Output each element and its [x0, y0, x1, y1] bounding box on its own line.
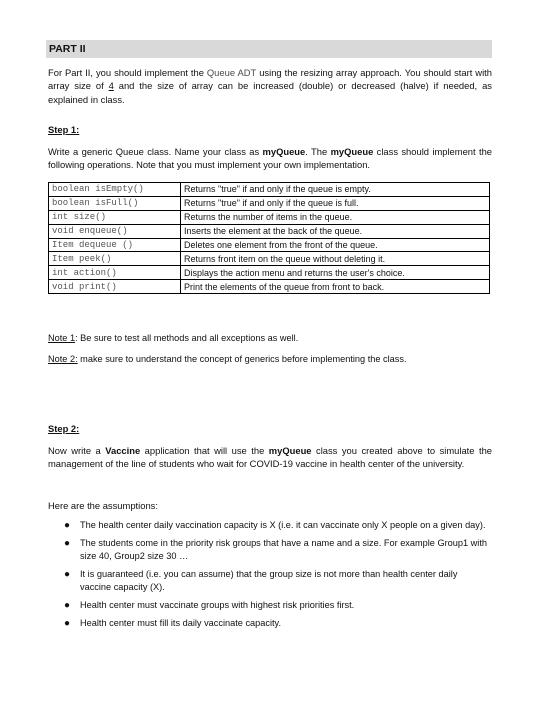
list-item-text: Health center must fill its daily vaccinate capacity. — [80, 617, 282, 628]
bullet-icon: ● — [64, 520, 71, 531]
operation-description: Returns front item on the queue without deleting it. — [181, 252, 490, 266]
operation-description: Returns the number of items in the queue. — [181, 210, 490, 224]
step1-paragraph — [48, 145, 492, 172]
part-header — [46, 40, 492, 58]
operation-description: Inserts the element at the back of the queue. — [181, 224, 490, 238]
step2-text-2: application that will use the — [140, 445, 269, 456]
step1-title: Step 1: — [48, 124, 80, 135]
operation-description: Displays the action menu and returns the user's choice. — [181, 266, 490, 280]
intro-text-1: For Part II, you should implement the — [48, 67, 207, 78]
bullet-icon: ● — [64, 599, 71, 611]
list-item-text: The health center daily vaccination capacity is X (i.e. it can vaccinate only X people on a given day). — [80, 520, 486, 530]
list-item-text: Health center must vaccinate groups with highest risk priorities first. — [80, 599, 355, 610]
part-title: PART II — [49, 43, 86, 55]
note-2-text: make sure to understand the concept of generics before implementing the class. — [77, 354, 407, 364]
operation-signature: void print() — [49, 280, 181, 294]
list-item — [62, 568, 488, 595]
table-row — [49, 196, 490, 210]
operation-description: Deletes one element from the front of the queue. — [181, 238, 490, 252]
step2-title: Step 2: — [48, 423, 80, 434]
step1-text-1: Write a generic Queue class. Name your class as — [48, 146, 263, 157]
table-row — [49, 238, 490, 252]
step1-text-3: class should implement the following operations. Note that you must implement your own implementation. — [48, 146, 492, 171]
table-row — [49, 210, 490, 224]
application-name: Vaccine — [105, 445, 141, 456]
operation-signature: void enqueue() — [49, 224, 181, 238]
operation-signature: boolean isFull() — [49, 196, 181, 210]
operation-signature: Item dequeue () — [49, 238, 181, 252]
list-item-text: It is guaranteed (i.e. you can assume) that the group size is not more than health center daily vaccine capacity (X). — [80, 568, 458, 593]
list-item — [62, 537, 488, 564]
table-row — [49, 224, 490, 238]
list-item — [62, 519, 488, 533]
operation-signature: Item peek() — [49, 252, 181, 266]
table-row — [49, 252, 490, 266]
intro-paragraph — [48, 66, 492, 106]
intro-text-3: and the size of array can be increased (double) or decreased (halve) if needed, as explained in class. — [48, 80, 492, 105]
table-row — [49, 280, 490, 294]
operation-description: Returns "true" if and only if the queue is full. — [181, 196, 490, 210]
step2-text-3: class you created above to simulate the management of the line of students who wait for COVID-19 vaccine in health center of the university. — [48, 445, 493, 470]
list-item — [62, 599, 488, 613]
bullet-icon: ● — [64, 617, 71, 629]
note-1-label: Note 1 — [48, 333, 76, 343]
class-name: myQueue — [330, 146, 374, 157]
note-1-text: : Be sure to test all methods and all exceptions as well. — [75, 333, 299, 343]
note-1 — [48, 333, 298, 343]
step1-text-2: . The — [305, 146, 331, 157]
table-row — [49, 183, 490, 197]
note-2 — [48, 354, 407, 364]
operation-description: Returns "true" if and only if the queue is empty. — [181, 183, 490, 197]
operation-signature: int action() — [49, 266, 181, 280]
step2-paragraph — [48, 444, 492, 471]
class-name: myQueue — [262, 146, 306, 157]
list-item-text: The students come in the priority risk groups that have a name and a size. For example Group1 with size 40, Group2 size 30 … — [80, 537, 488, 562]
class-name: myQueue — [268, 445, 312, 456]
table-row — [49, 266, 490, 280]
intro-text-2: using the resizing array approach. You should start with array size of — [48, 67, 492, 92]
operations-table — [48, 182, 490, 294]
operation-description: Print the elements of the queue from front to back. — [181, 280, 490, 294]
note-2-label: Note 2: — [48, 354, 78, 364]
operation-signature: boolean isEmpty() — [49, 183, 181, 197]
queue-adt-term: Queue ADT — [206, 67, 257, 78]
assumptions-label: Here are the assumptions: — [48, 500, 158, 511]
step2-text-1: Now write a — [48, 445, 106, 456]
operation-signature: int size() — [49, 210, 181, 224]
bullet-icon: ● — [64, 568, 71, 580]
bullet-icon: ● — [64, 537, 71, 549]
array-size-value: 4 — [108, 80, 114, 92]
list-item — [62, 617, 488, 631]
assumptions-list — [62, 519, 488, 634]
